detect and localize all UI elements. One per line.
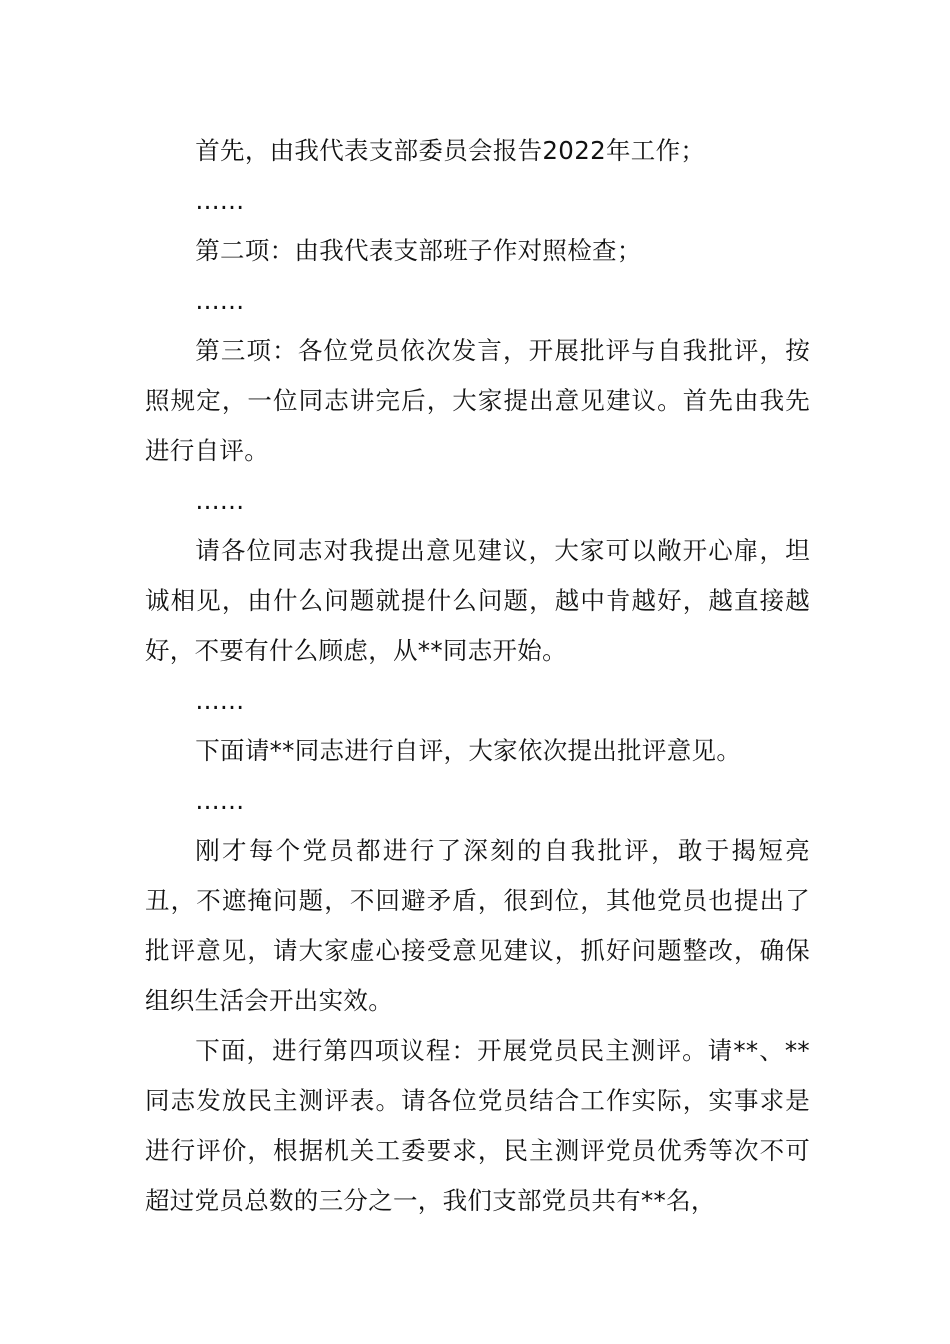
paragraph-item-four: 下面，进行第四项议程：开展党员民主测评。请**、**同志发放民主测评表。请各位党员结合工作实际，实事求是进行评价，根据机关工委要求，民主测评党员优秀等次不可超过党员总数的三分之一，我们支部党员共有**名， [145, 1036, 810, 1215]
paragraph-work-report: 首先，由我代表支部委员会报告2022年工作； [195, 136, 706, 165]
ellipsis-2: …… [195, 286, 245, 315]
ellipsis-4: …… [195, 686, 245, 715]
ellipsis-3: …… [195, 486, 245, 515]
paragraph-invite-comments: 请各位同志对我提出意见建议，大家可以敞开心扉，坦诚相见，由什么问题就提什么问题，越中肯越好，越直接越好，不要有什么顾虑，从**同志开始。 [145, 536, 810, 665]
paragraph-item-three: 第三项：各位党员依次发言，开展批评与自我批评，按照规定，一位同志讲完后，大家提出意见建议。首先由我先进行自评。 [145, 336, 810, 465]
document-body [145, 126, 810, 1226]
paragraph-item-two: 第二项：由我代表支部班子作对照检查； [195, 236, 642, 265]
paragraph-self-review: 下面请**同志进行自评，大家依次提出批评意见。 [195, 736, 742, 765]
paragraph-summary: 刚才每个党员都进行了深刻的自我批评，敢于揭短亮丑，不遮掩问题，不回避矛盾，很到位，其他党员也提出了批评意见，请大家虚心接受意见建议，抓好问题整改，确保组织生活会开出实效。 [145, 836, 810, 1015]
ellipsis-5: …… [195, 786, 245, 815]
ellipsis-1: …… [195, 186, 245, 215]
